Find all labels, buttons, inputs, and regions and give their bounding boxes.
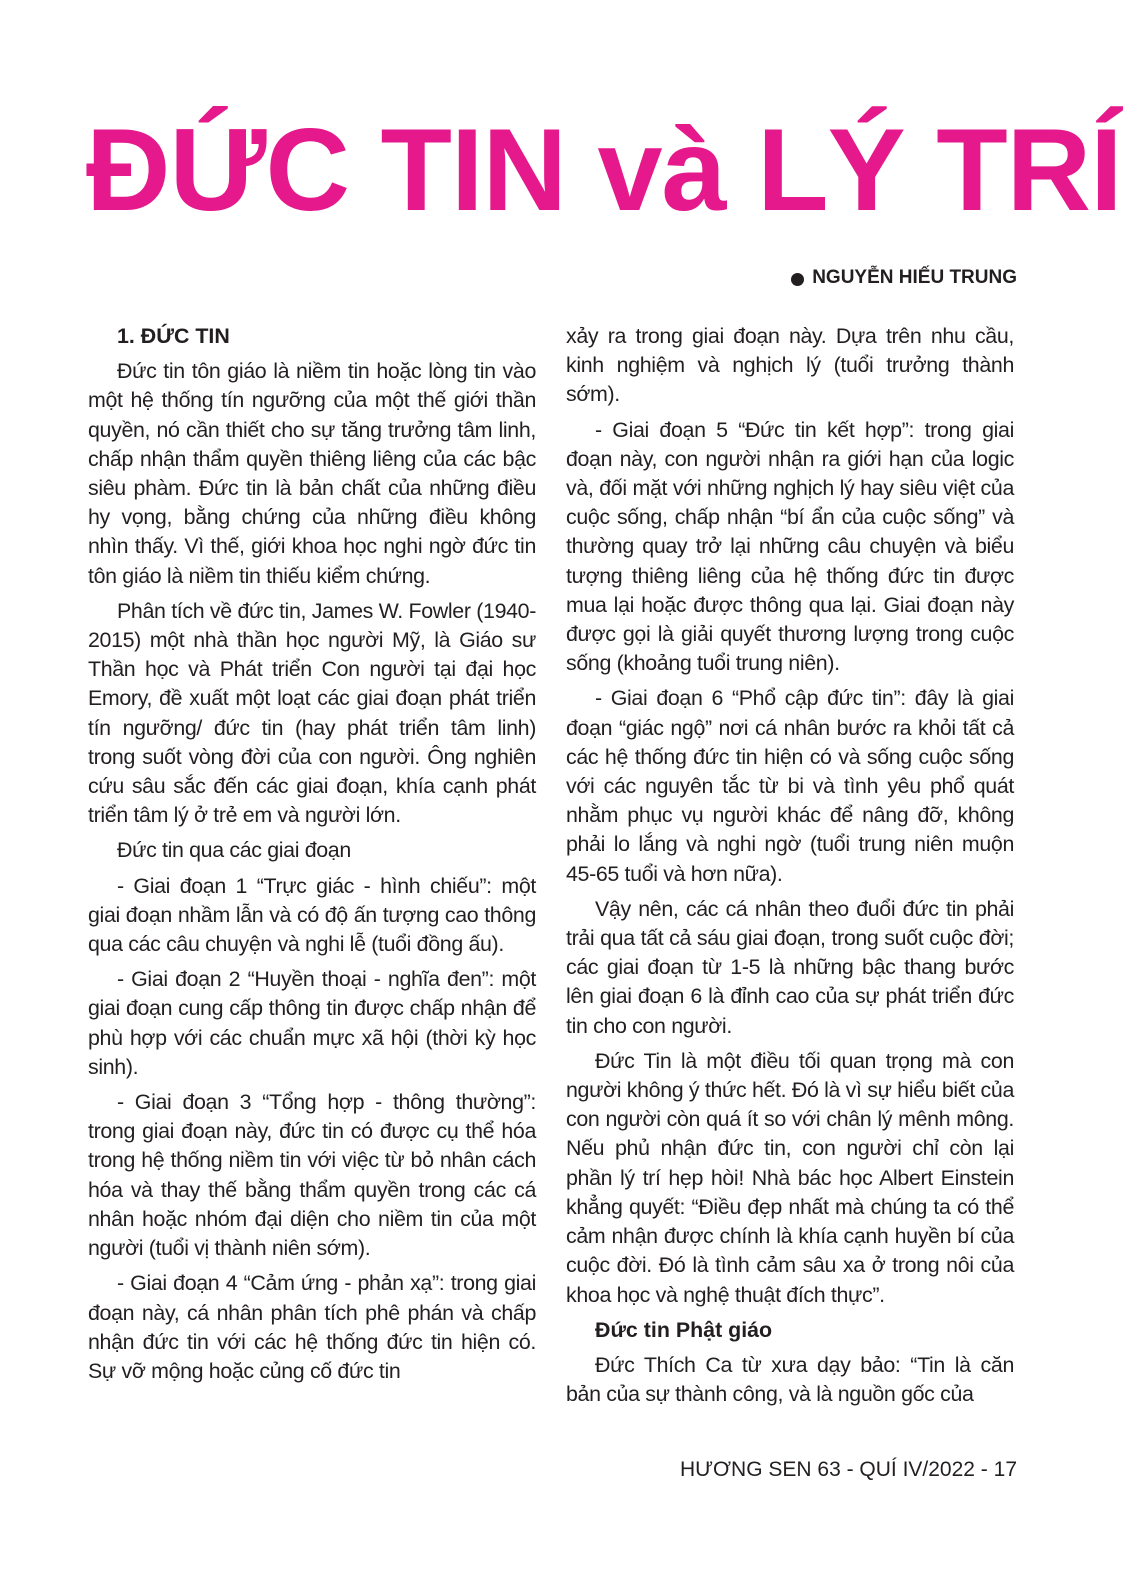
paragraph: - Giai đoạn 1 “Trực giác - hình chiếu”: một giai đoạn nhầm lẫn và có độ ấn tượng cao thông qua các câu chuyện và nghi lễ (tuổi đồng ấu). (88, 873, 536, 957)
subheading: Đức tin Phật giáo (595, 1317, 773, 1342)
paragraph: - Giai đoạn 4 “Cảm ứng - phản xạ”: trong giai đoạn này, cá nhân phân tích phê phán và chấp nhận đức tin với các hệ thống đức tin hiện có. Sự vỡ mộng hoặc củng cố đức tin (88, 1271, 536, 1383)
paragraph: Đức tin qua các giai đoạn (117, 838, 351, 863)
article-title: ĐỨC TIN và LÝ TRÍ (86, 104, 1122, 235)
page-footer: HƯƠNG SEN 63 - QUÍ IV/2022 - 17 (679, 1458, 1017, 1481)
paragraph: - Giai đoạn 6 “Phổ cập đức tin”: đây là giai đoạn “giác ngộ” nơi cá nhân bước ra khỏi tất cả các hệ thống đức tin hiện có và sống cuộc sống với các nguyên tắc từ bi và tình yêu phổ quát nhằm phục vụ người khác để nâng đỡ, không phải lo lắng và nghi ngờ (tuổi trung niên muộn 45-65 tuổi và hơn nữa). (566, 686, 1014, 886)
paragraph: - Giai đoạn 2 “Huyền thoại - nghĩa đen”: một giai đoạn cung cấp thông tin được chấp nhận để phù hợp với các chuẩn mực xã hội (thời kỳ học sinh). (88, 967, 536, 1079)
paragraph: - Giai đoạn 5 “Đức tin kết hợp”: trong giai đoạn này, con người nhận ra giới hạn của logic và, đối mặt với những nghịch lý hay siêu việt của cuộc sống, chấp nhận “bí ẩn của cuộc sống” và thường quay trở lại những câu chuyện và biểu tượng thiêng liêng của hệ thống đức tin được mua lại hoặc được thông qua lại. Giai đoạn này được gọi là giải quyết thương lượng trong cuộc sống (khoảng tuổi trung niên). (566, 417, 1014, 676)
section-heading: 1. ĐỨC TIN (117, 324, 230, 348)
paragraph: Đức tin tôn giáo là niềm tin hoặc lòng tin vào một hệ thống tín ngưỡng của một thế giới thần quyền, nó cần thiết cho sự tăng trưởng tâm linh, chấp nhận thẩm quyền thiêng liêng của các bậc siêu phàm. Đức tin là bản chất của những điều hy vọng, bằng chứng của những điều không nhìn thấy. Vì thế, giới khoa học nghi ngờ đức tin tôn giáo là niềm tin thiếu kiểm chứng. (88, 359, 536, 588)
paragraph: Đức Thích Ca từ xưa dạy bảo: “Tin là căn bản của sự thành công, và là nguồn gốc của (566, 1352, 1014, 1407)
paragraph: - Giai đoạn 3 “Tổng hợp - thông thường”: trong giai đoạn này, đức tin có được cụ thể hóa trong hệ thống niềm tin với việc từ bỏ nhân cách hóa và thay thế bằng thẩm quyền trong các cá nhân hoặc nhóm đại diện cho niềm tin của một người (tuổi vị thành niên sớm). (88, 1090, 536, 1261)
paragraph-continuation: xảy ra trong giai đoạn này. Dựa trên nhu cầu, kinh nghiệm và nghịch lý (tuổi trưởng thành sớm). (566, 324, 1014, 407)
paragraph: Vậy nên, các cá nhân theo đuổi đức tin phải trải qua tất cả sáu giai đoạn, trong suốt cuộc đời; các giai đoạn từ 1-5 là những bậc thang bước lên giai đoạn 6 là đỉnh cao của sự phát triển đức tin cho con người. (566, 896, 1014, 1038)
right-column (566, 322, 1014, 1415)
author-name: NGUYỄN HIẾU TRUNG (812, 267, 1017, 288)
bullet-icon (791, 273, 804, 286)
paragraph: Phân tích về đức tin, James W. Fowler (1940-2015) một nhà thần học người Mỹ, là Giáo sư Thần học và Phát triển Con người tại đại học Emory, đề xuất một loạt các giai đoạn phát triển tín ngưỡng/ đức tin (hay phát triển tâm linh) trong suốt vòng đời của con người. Ông nghiên cứu sâu sắc đến các giai đoạn, khía cạnh phát triển tâm lý ở trẻ em và người lớn. (88, 598, 536, 828)
paragraph: Đức Tin là một điều tối quan trọng mà con người không ý thức hết. Đó là vì sự hiểu biết của con người còn quá ít so với chân lý mênh mông. Nếu phủ nhận đức tin, con người chỉ còn lại phần lý trí hẹp hòi! Nhà bác học Albert Einstein khẳng quyết: “Điều đẹp nhất mà chúng ta có thể cảm nhận được chính là khía cạnh huyền bí của cuộc đời. Đó là tình cảm sâu xa ở trong nôi của khoa học và nghệ thuật đích thực”. (566, 1048, 1014, 1307)
left-column (88, 322, 536, 1392)
byline (791, 266, 1017, 290)
